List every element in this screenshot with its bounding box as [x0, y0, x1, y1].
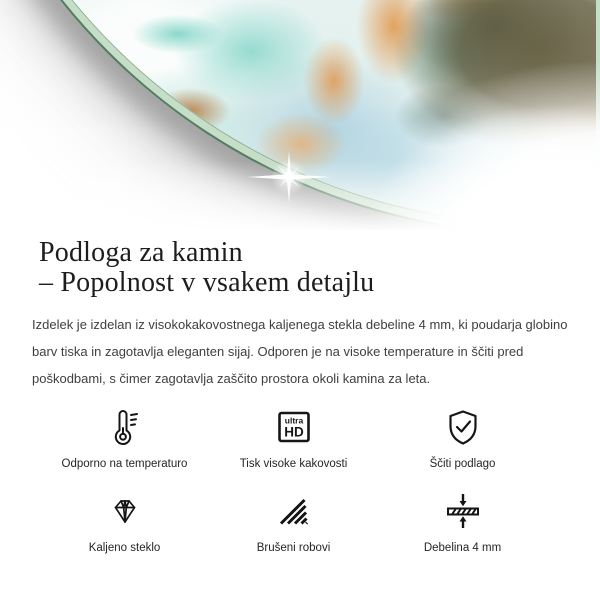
thickness-4mm-icon: [444, 492, 482, 530]
marble-artwork: [0, 0, 596, 225]
ultra-hd-text-top: ultra: [284, 415, 303, 426]
ultra-hd-text-bottom: HD: [283, 424, 304, 440]
feature-item-tempered-glass: [40, 489, 209, 555]
polished-edges-icon: [278, 495, 310, 527]
feature-label: Odporno na temperaturo: [61, 458, 188, 470]
product-title: [39, 238, 572, 298]
feature-label: Kaljeno steklo: [88, 542, 161, 554]
product-description: Izdelek je izdelan iz visokokakovostnega kaljenega stekla debeline 4 mm, ki poudarja globino barv tiska in zagotavlja eleganten sijaj. Odporen je na visoke temperature in ščiti pred poškodbami, s čimer zagotavlja zaščito prostora okoli kamina za leta.: [32, 317, 568, 386]
title-line-1: Podloga za kamin: [39, 237, 243, 268]
feature-item-temperature: [40, 405, 209, 471]
product-info-section: [0, 238, 600, 555]
shield-check-icon: [444, 408, 482, 446]
thermometer-icon: [105, 407, 145, 447]
feature-item-protects-base: [378, 405, 547, 471]
product-image: [0, 0, 600, 230]
feature-label: Ščiti podlago: [429, 458, 496, 470]
glass-panel: [0, 0, 600, 225]
title-line-2: – Popolnost v vsakem detajlu: [39, 267, 375, 298]
feature-label: Brušeni robovi: [256, 542, 331, 554]
diamond-icon: [110, 496, 140, 526]
glass-edge: [0, 0, 600, 230]
ultra-hd-icon: [277, 410, 311, 444]
features-grid: [40, 405, 547, 555]
feature-label: Debelina 4 mm: [423, 542, 502, 554]
feature-item-thickness: [378, 489, 547, 555]
feature-item-polished-edges: [209, 489, 378, 555]
feature-label: Tisk visoke kakovosti: [239, 458, 348, 470]
feature-item-print-quality: [209, 405, 378, 471]
